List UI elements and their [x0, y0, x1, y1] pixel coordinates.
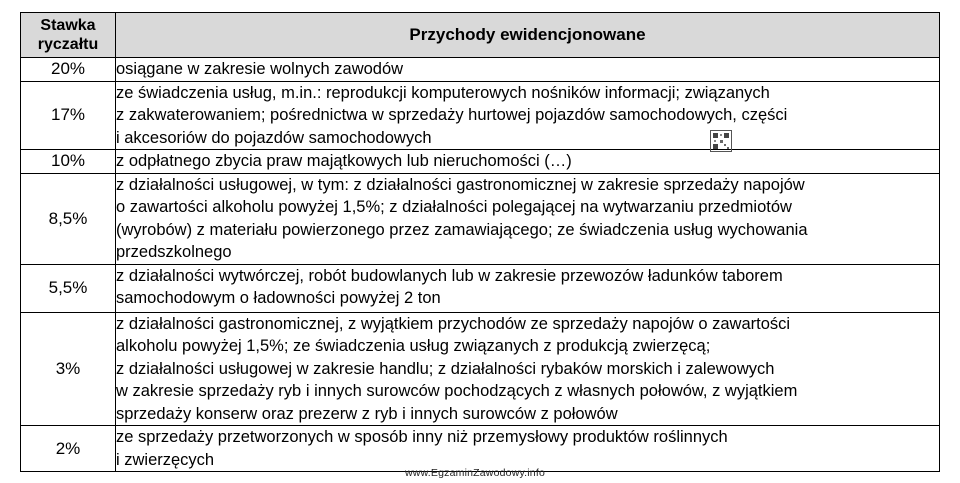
income-line: sprzedaży konserw oraz prezerw z ryb i innych surowców z połowów	[116, 404, 618, 423]
income-cell	[116, 81, 940, 150]
income-line: z działalności gastronomicznej, z wyjątkiem przychodów ze sprzedaży napojów o zawartości	[116, 314, 791, 333]
table-row	[21, 312, 940, 426]
income-cell	[116, 312, 940, 426]
income-line: ze sprzedaży przetworzonych w sposób inny niż przemysłowy produktów roślinnych	[116, 428, 728, 446]
table-row	[21, 81, 940, 150]
rate-cell: 17%	[21, 81, 116, 150]
table-row	[21, 173, 940, 264]
income-cell	[116, 58, 940, 82]
income-line: przedszkolnego	[116, 243, 232, 261]
income-line: (wyrobów) z materiału powierzonego przez zamawiającego; ze świadczenia usług wychowania	[116, 220, 808, 239]
income-line: z działalności wytwórczej, robót budowlanych lub w zakresie przewozów ładunków taborem	[116, 266, 783, 285]
income-line: z działalności usługowej w zakresie handlu; z działalności rybaków morskich i zalewowych	[116, 359, 775, 378]
income-cell	[116, 173, 940, 264]
rate-cell: 2%	[21, 426, 116, 472]
income-line: i akcesoriów do pojazdów samochodowych	[116, 128, 432, 147]
rate-cell: 5,5%	[21, 264, 116, 312]
income-cell	[116, 264, 940, 312]
table-header-row	[21, 13, 940, 58]
rate-cell: 10%	[21, 150, 116, 174]
income-line: i zwierzęcych	[116, 450, 215, 469]
table-row	[21, 426, 940, 472]
header-rate: Stawka ryczałtu	[21, 13, 116, 58]
income-line: w zakresie sprzedaży ryb i innych surowców pochodzących z własnych połowów, z wyjątkiem	[116, 382, 798, 400]
table-row	[21, 150, 940, 174]
table-row	[21, 58, 940, 82]
income-line: z zakwaterowaniem; pośrednictwa w sprzedaży hurtowej pojazdów samochodowych, części	[116, 106, 788, 124]
income-cell	[116, 426, 940, 472]
income-line: samochodowym o ładowności powyżej 2 ton	[116, 289, 441, 307]
rate-cell: 20%	[21, 58, 116, 82]
header-income: Przychody ewidencjonowane	[116, 13, 940, 58]
rate-cell: 3%	[21, 312, 116, 426]
qr-code-icon	[710, 130, 732, 152]
watermark: www.EgzaminZawodowy.info	[405, 467, 545, 479]
income-line: alkoholu powyżej 1,5%; ze świadczenia usług związanych z produkcją zwierzęcą;	[116, 337, 711, 355]
rate-cell: 8,5%	[21, 173, 116, 264]
rates-table	[20, 12, 940, 472]
table-row	[21, 264, 940, 312]
income-line: o zawartości alkoholu powyżej 1,5%; z działalności polegającej na wytwarzaniu przedmiotów	[116, 198, 792, 216]
income-line: ze świadczenia usług, m.in.: reprodukcji komputerowych nośników informacji; związanych	[116, 83, 770, 102]
income-line: z odpłatnego zbycia praw majątkowych lub nieruchomości (…)	[116, 152, 572, 170]
income-cell	[116, 150, 940, 174]
income-line: osiągane w zakresie wolnych zawodów	[116, 60, 404, 78]
income-line: z działalności usługowej, w tym: z działalności gastronomicznej w zakresie sprzedaży napojów	[116, 175, 805, 194]
